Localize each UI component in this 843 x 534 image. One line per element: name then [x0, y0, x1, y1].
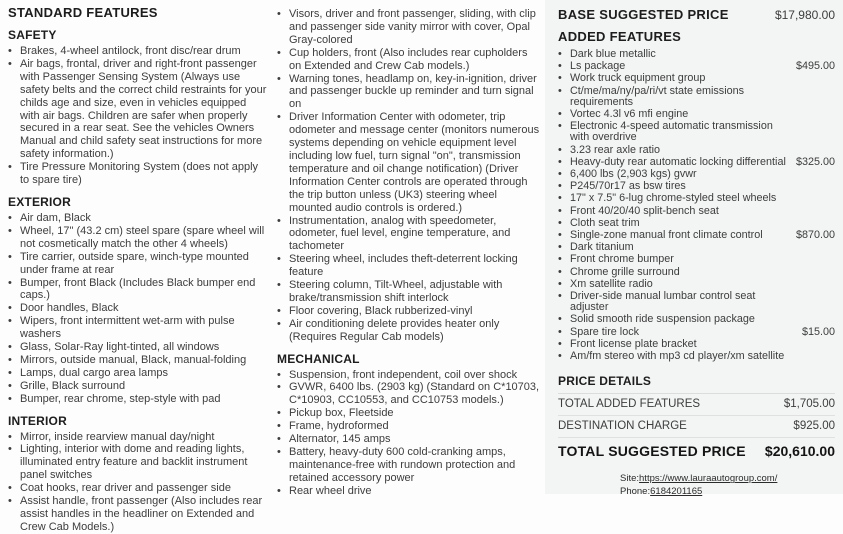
added-feature-item: [558, 279, 835, 290]
bullet-icon: [558, 351, 570, 362]
bullet-icon: [277, 215, 289, 254]
feature-text: Air dam, Black: [20, 211, 91, 224]
price-details-section: [558, 374, 835, 463]
feature-item: [8, 45, 268, 58]
bullet-icon: [277, 47, 289, 73]
bullet-icon: [8, 161, 20, 187]
bullet-icon: [8, 367, 20, 380]
feature-text: Lighting, interior with dome and reading lights, illuminated entry feature and backlit instrument panel switches: [20, 443, 248, 482]
feature-item: [277, 279, 542, 305]
bullet-icon: [277, 279, 289, 305]
bullet-icon: [277, 485, 289, 498]
phone-label: Phone:: [620, 486, 651, 498]
feature-item: [277, 485, 542, 498]
middle-sections: [277, 8, 542, 498]
feature-text: Rear wheel drive: [289, 484, 372, 497]
feature-section-heading: MECHANICAL: [277, 351, 360, 366]
feature-item: [8, 354, 268, 367]
feature-section: [8, 195, 268, 406]
added-feature-item: [558, 314, 835, 325]
feature-item: [8, 277, 268, 303]
added-feature-label: Ls package: [570, 60, 626, 73]
added-feature-label: 17" x 7.5" 6-lug chrome-styled steel wheels: [570, 192, 777, 205]
bullet-icon: [8, 495, 20, 534]
bullet-icon: [558, 206, 570, 217]
added-feature-label: 6,400 lbs (2,903 kgs) gvwr: [570, 168, 697, 181]
bullet-icon: [558, 230, 570, 241]
feature-item: [8, 251, 268, 277]
feature-text: GVWR, 6400 lbs. (2903 kg) (Standard on C*10703, C*10903, CC10553, and CC10753 models.): [289, 381, 540, 407]
feature-item: [8, 315, 268, 341]
added-feature-item: [558, 193, 835, 204]
feature-list: [8, 45, 268, 187]
added-feature-label: Chrome grille surround: [570, 265, 680, 278]
added-feature-label: Solid smooth ride suspension package: [570, 313, 755, 326]
feature-item: [277, 369, 542, 382]
added-feature-price: $15.00: [801, 325, 835, 338]
feature-text: Alternator, 145 amps: [289, 433, 391, 446]
bullet-icon: [558, 279, 570, 290]
feature-text: Door handles, Black: [20, 302, 119, 315]
feature-item: [277, 253, 542, 279]
base-price-value: $17,980.00: [774, 8, 835, 22]
added-feature-label: Driver-side manual lumbar control seat adjuster: [570, 290, 756, 314]
left-sections: [8, 28, 268, 534]
feature-section: [277, 352, 542, 498]
added-feature-label: Work truck equipment group: [570, 72, 706, 85]
feature-list: [277, 369, 542, 498]
feature-item: [277, 215, 542, 254]
added-feature-label: Vortec 4.3l v6 mfi engine: [570, 108, 689, 121]
bullet-icon: [8, 225, 20, 251]
feature-text: Bumper, rear chrome, step-style with pad: [20, 392, 221, 405]
feature-item: [277, 381, 542, 407]
bullet-icon: [558, 218, 570, 229]
bullet-icon: [277, 73, 289, 112]
site-link[interactable]: https://www.lauraautogroup.com/: [639, 473, 778, 485]
feature-text: Warning tones, headlamp on, key-in-ignition, driver and passenger buckle up reminder and turn signal on: [289, 72, 537, 111]
base-price-label: BASE SUGGESTED PRICE: [558, 7, 729, 22]
feature-item: [277, 305, 542, 318]
feature-item: [8, 367, 268, 380]
feature-text: Brakes, 4-wheel antilock, front disc/rear drum: [20, 45, 241, 57]
feature-list: [8, 431, 268, 534]
price-detail-row: [558, 394, 835, 416]
feature-text: Visors, driver and front passenger, sliding, with clip and passenger side vanity mirror with cover, Opal Gray-colored: [289, 8, 536, 46]
feature-item: [277, 8, 542, 47]
added-feature-label: Heavy-duty rear automatic locking differential: [570, 155, 786, 168]
added-feature-label: Cloth seat trim: [570, 216, 640, 229]
added-feature-label: 3.23 rear axle ratio: [570, 143, 661, 156]
added-feature-label: Front license plate bracket: [570, 337, 697, 350]
feature-section-heading: INTERIOR: [8, 413, 67, 428]
feature-text: Tire carrier, outside spare, winch-type mounted under frame at rear: [20, 250, 249, 276]
added-feature-label: Front 40/20/40 split-bench seat: [570, 204, 719, 217]
added-feature-label: Dark titanium: [570, 241, 634, 254]
bullet-icon: [277, 407, 289, 420]
bullet-icon: [8, 315, 20, 341]
added-feature-item: [558, 181, 835, 192]
bullet-icon: [558, 291, 570, 302]
added-feature-item: [558, 351, 835, 362]
feature-item: [8, 341, 268, 354]
feature-text: Suspension, front independent, coil over shock: [289, 368, 518, 381]
added-feature-item: [558, 145, 835, 156]
added-feature-label: Am/fm stereo with mp3 cd player/xm satellite: [570, 350, 785, 363]
price-detail-row: [558, 416, 835, 438]
bullet-icon: [8, 58, 20, 161]
price-detail-label: DESTINATION CHARGE: [558, 420, 687, 433]
bullet-icon: [558, 157, 570, 168]
added-feature-item: [558, 49, 835, 60]
bullet-icon: [8, 380, 20, 393]
total-suggested-price-label: TOTAL SUGGESTED PRICE: [558, 443, 746, 460]
added-features-list: [558, 49, 835, 362]
bullet-icon: [277, 318, 289, 344]
base-price-row: [558, 7, 835, 22]
feature-item: [8, 431, 268, 444]
feature-text: Bumper, front Black (Includes Black bumper end caps.): [20, 276, 256, 302]
phone-line: [620, 485, 835, 498]
feature-text: Cup holders, front (Also includes rear cupholders on Extended and Crew Cab models.): [289, 46, 528, 72]
bullet-icon: [277, 420, 289, 433]
feature-section: [8, 28, 268, 187]
feature-text: Mirror, inside rearview manual day/night: [20, 430, 215, 443]
bullet-icon: [277, 305, 289, 318]
added-feature-label: P245/70r17 as bsw tires: [570, 180, 686, 193]
feature-text: Mirrors, outside manual, Black, manual-folding: [20, 353, 247, 366]
bullet-icon: [558, 61, 570, 72]
feature-item: [8, 393, 268, 406]
feature-text: Lamps, dual cargo area lamps: [20, 366, 168, 379]
added-feature-item: [558, 109, 835, 120]
added-feature-label: Ct/me/ma/ny/pa/ri/vt state emissions requirements: [570, 84, 745, 108]
feature-item: [277, 407, 542, 420]
feature-item: [8, 161, 268, 187]
bullet-icon: [8, 354, 20, 367]
feature-text: Driver Information Center with odometer, trip odometer and message center (monitors numerous systems depending on vehicle equipment level including low fuel, turn signal "on", transmission temperature and oil change notification) (Driver Information Center controls are operated through the trip button unless (UK3) steering wheel mounted audio controls is ordered.): [289, 111, 540, 214]
added-feature-item: [558, 121, 835, 143]
feature-text: Assist handle, front passenger (Also includes rear assist handles in the headliner on Extended and Crew Cab Models.): [20, 495, 263, 533]
bullet-icon: [558, 339, 570, 350]
standard-features-column-middle: [277, 8, 542, 498]
added-feature-item: [558, 242, 835, 253]
site-line: [620, 472, 835, 485]
added-feature-item: [558, 157, 835, 168]
feature-item: [8, 482, 268, 495]
feature-text: Pickup box, Fleetside: [289, 407, 394, 420]
feature-section: [277, 8, 542, 344]
added-features-heading: ADDED FEATURES: [558, 29, 682, 44]
added-feature-label: Single-zone manual front climate control: [570, 229, 763, 242]
bullet-icon: [277, 446, 289, 485]
price-details-rows: [558, 394, 835, 438]
feature-item: [8, 58, 268, 161]
phone-link[interactable]: 6184201165: [650, 486, 703, 498]
bullet-icon: [558, 314, 570, 325]
total-suggested-price-value: $20,610.00: [764, 443, 835, 460]
feature-item: [277, 73, 542, 112]
bullet-icon: [558, 73, 570, 84]
standard-features-title: STANDARD FEATURES: [8, 5, 158, 20]
bullet-icon: [277, 433, 289, 446]
added-feature-price: $495.00: [795, 60, 835, 73]
feature-section-heading: EXTERIOR: [8, 194, 71, 209]
feature-text: Steering column, Tilt-Wheel, adjustable with brake/transmission shift interlock: [289, 279, 503, 304]
bullet-icon: [277, 111, 289, 214]
feature-item: [277, 318, 542, 344]
added-feature-item: [558, 291, 835, 313]
bullet-icon: [8, 443, 20, 482]
feature-item: [8, 302, 268, 315]
bullet-icon: [558, 242, 570, 253]
added-feature-label: Front chrome bumper: [570, 253, 674, 266]
bullet-icon: [277, 253, 289, 279]
feature-text: Tire Pressure Monitoring System (does not apply to spare tire): [20, 161, 259, 187]
feature-item: [277, 433, 542, 446]
bullet-icon: [558, 181, 570, 192]
feature-item: [8, 495, 268, 534]
price-detail-value: $925.00: [793, 420, 835, 433]
feature-item: [8, 212, 268, 225]
dealer-footer: [558, 472, 835, 498]
feature-text: Air conditioning delete provides heater only (Requires Regular Cab models): [289, 317, 500, 343]
bullet-icon: [558, 121, 570, 132]
price-details-heading: PRICE DETAILS: [558, 374, 835, 394]
feature-text: Glass, Solar-Ray light-tinted, all windows: [20, 341, 220, 354]
feature-text: Wipers, front intermittent wet-arm with pulse washers: [20, 315, 235, 341]
added-feature-item: [558, 327, 835, 338]
feature-text: Floor covering, Black rubberized-vinyl: [289, 304, 473, 317]
bullet-icon: [558, 254, 570, 265]
feature-item: [277, 47, 542, 73]
feature-text: Steering wheel, includes theft-deterrent locking feature: [289, 253, 518, 279]
added-feature-item: [558, 230, 835, 241]
pricing-panel: [545, 0, 843, 498]
bullet-icon: [8, 277, 20, 303]
feature-item: [277, 446, 542, 485]
added-feature-label: Xm satellite radio: [570, 277, 653, 290]
added-feature-price: $325.00: [795, 155, 835, 168]
bullet-icon: [558, 109, 570, 120]
added-feature-item: [558, 218, 835, 229]
site-label: Site:: [620, 473, 640, 485]
added-feature-item: [558, 267, 835, 278]
added-feature-item: [558, 339, 835, 350]
bullet-icon: [277, 8, 289, 47]
standard-features-column-left: [8, 5, 268, 534]
bullet-icon: [558, 145, 570, 156]
bullet-icon: [558, 267, 570, 278]
added-feature-item: [558, 206, 835, 217]
bullet-icon: [558, 193, 570, 204]
bullet-icon: [8, 431, 20, 444]
feature-text: Wheel, 17" (43.2 cm) steel spare (spare wheel will not cosmetically match the other 4 wheels): [20, 224, 265, 250]
feature-text: Grille, Black surround: [20, 379, 126, 392]
added-feature-item: [558, 61, 835, 72]
price-detail-value: $1,705.00: [783, 398, 835, 411]
bullet-icon: [558, 327, 570, 338]
added-feature-item: [558, 254, 835, 265]
bullet-icon: [8, 341, 20, 354]
added-feature-label: Electronic 4-speed automatic transmission with overdrive: [570, 120, 773, 144]
bullet-icon: [8, 393, 20, 406]
bullet-icon: [8, 45, 20, 58]
feature-section: [8, 414, 268, 534]
added-feature-item: [558, 86, 835, 108]
feature-item: [8, 225, 268, 251]
feature-item: [277, 420, 542, 433]
bullet-icon: [558, 86, 570, 97]
added-feature-price: $870.00: [795, 229, 835, 242]
bullet-icon: [277, 381, 289, 407]
bullet-icon: [8, 251, 20, 277]
added-feature-item: [558, 73, 835, 84]
bullet-icon: [558, 169, 570, 180]
feature-item: [8, 380, 268, 393]
feature-item: [8, 443, 268, 482]
feature-text: Coat hooks, rear driver and passenger side: [20, 482, 231, 495]
feature-list: [277, 8, 542, 344]
added-feature-item: [558, 169, 835, 180]
price-detail-label: TOTAL ADDED FEATURES: [558, 398, 701, 411]
feature-text: Battery, heavy-duty 600 cold-cranking amps, maintenance-free with rundown protection and retained accessory power: [289, 446, 516, 484]
feature-text: Instrumentation, analog with speedometer, odometer, fuel level, engine temperature, and tachometer: [289, 214, 511, 253]
feature-text: Frame, hydroformed: [289, 420, 389, 433]
bullet-icon: [8, 212, 20, 225]
bullet-icon: [277, 369, 289, 382]
feature-item: [277, 111, 542, 214]
total-suggested-price-row: [558, 438, 835, 463]
feature-text: Air bags, frontal, driver and right-front passenger with Passenger Sensing System (Always use safety belts and the correct child restraints for your childs age and size, even in vehicles equipped with air bags. Children are safer when properly secured in a rear seat. See the vehicles Owners Manual and child safety seat instructions for more safety information.): [20, 57, 267, 161]
bullet-icon: [8, 482, 20, 495]
feature-section-heading: SAFETY: [8, 28, 57, 42]
added-feature-label: Spare tire lock: [570, 325, 640, 338]
bullet-icon: [8, 302, 20, 315]
added-feature-label: Dark blue metallic: [570, 48, 656, 60]
feature-list: [8, 212, 268, 406]
bullet-icon: [558, 49, 570, 60]
